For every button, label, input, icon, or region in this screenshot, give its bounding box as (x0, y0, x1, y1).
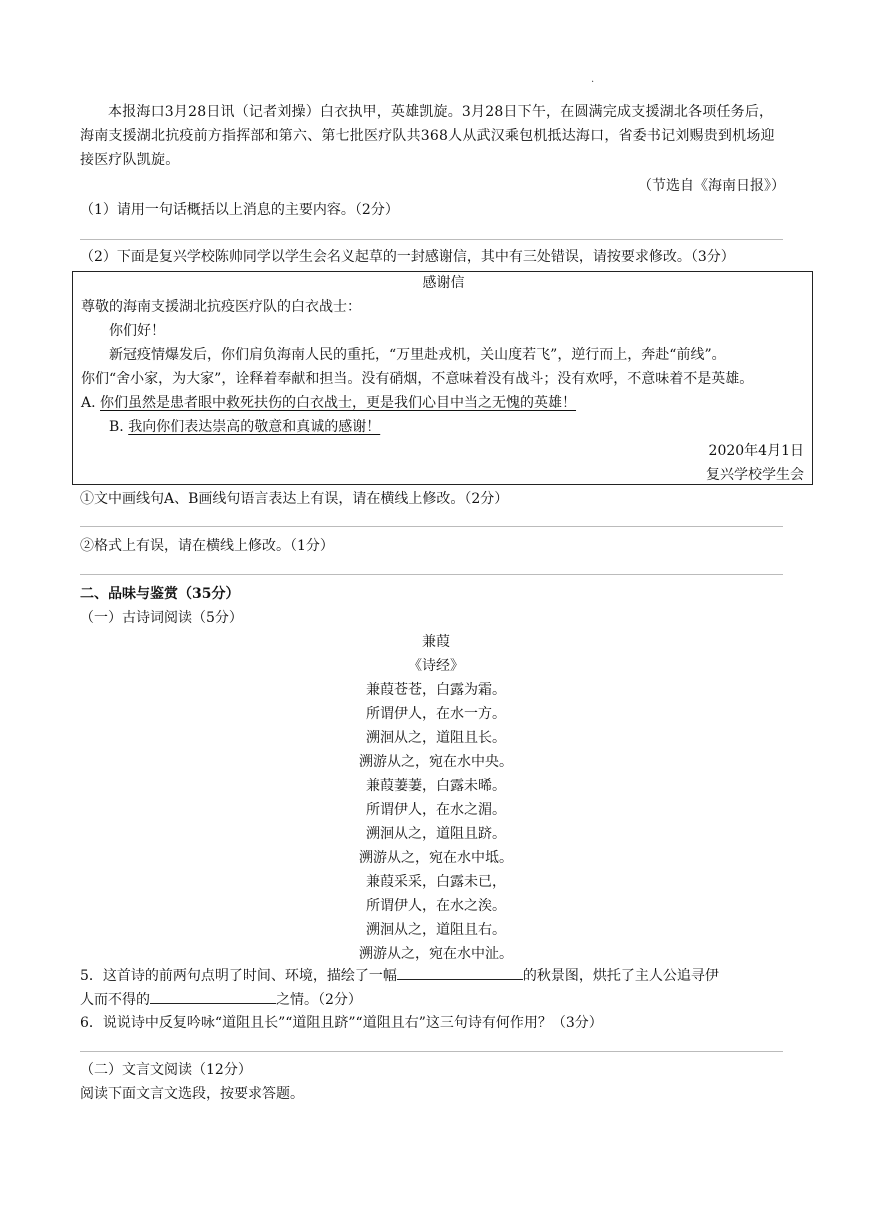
poem-line: 兼葭苍苍，白露为霜。 (366, 682, 506, 698)
news-excerpt (80, 100, 785, 172)
poem-line: 所谓伊人，在水之涘。 (366, 898, 506, 914)
letter-date: 2020年4月1日 (708, 443, 804, 459)
sentence-a-label: A. (81, 395, 96, 411)
question-5-text-b: 的秋景图，烘托了主人公追寻伊 (522, 968, 719, 984)
question-5-line-1 (80, 963, 719, 988)
question-2: （2）下面是复兴学校陈帅同学以学生会名义起草的一封感谢信，其中有三处错误，请按要求修改。（3分） (80, 249, 735, 265)
poem-line: 溯洄从之，道阻且长。 (366, 730, 506, 746)
letter-title: 感谢信 (422, 275, 465, 291)
poem-source: 《诗经》 (408, 658, 464, 674)
question-5-text-c: 人而不得的 (80, 992, 150, 1008)
news-source: （节选自《海南日报》） (638, 178, 785, 194)
fill-blank-1[interactable] (397, 963, 523, 980)
question-5-text-d: 之情。（2分） (276, 992, 362, 1008)
page-dot: . (591, 74, 595, 85)
letter-signer: 复兴学校学生会 (706, 467, 804, 483)
poem-line: 溯游从之，宛在水中沚。 (359, 946, 513, 962)
answer-line-4[interactable] (80, 1051, 783, 1052)
sentence-b-label: B. (109, 419, 124, 435)
letter-body-line-1: 新冠疫情爆发后，你们肩负海南人民的重托，“万里赴戎机，关山度若飞”，逆行而上，奔赴“前线”。 (109, 347, 726, 363)
thank-you-letter (72, 271, 813, 485)
question-5-line-2 (80, 987, 362, 1012)
sentence-b-text: 我向你们表达崇高的敬意和真诚的感谢！ (128, 419, 381, 435)
poem-line: 溯游从之，宛在水中央。 (359, 754, 513, 770)
sentence-b (109, 415, 380, 439)
section-heading: 二、品味与鉴赏（35分） (80, 586, 240, 602)
part-heading-poetry: （一）古诗词阅读（5分） (80, 610, 243, 626)
poem-line: 溯游从之，宛在水中坻。 (359, 850, 513, 866)
fill-blank-2[interactable] (150, 987, 276, 1004)
letter-greeting: 你们好！ (109, 323, 165, 339)
poem-line: 溯洄从之，道阻且右。 (366, 922, 506, 938)
sentence-a-text: 你们虽然是患者眼中救死扶伤的白衣战士，更是我们心目中当之无愧的英雄！ (100, 395, 577, 411)
poem-line: 所谓伊人，在水之湄。 (366, 802, 506, 818)
sub-question-2: ②格式上有误，请在横线上修改。（1分） (80, 538, 334, 554)
answer-line-2[interactable] (80, 526, 783, 527)
poem-title: 兼葭 (422, 634, 450, 650)
poem-line: 所谓伊人，在水一方。 (366, 706, 506, 722)
letter-body-line-2: 你们“舍小家，为大家”，诠释着奉献和担当。没有硝烟，不意味着没有战斗；没有欢呼，不意味着不是英雄。 (81, 371, 754, 387)
instruction-text: 阅读下面文言文选段，按要求答题。 (80, 1086, 304, 1102)
poem (300, 630, 572, 966)
answer-line-1[interactable] (80, 239, 783, 240)
poem-line: 兼葭采采，白露未已， (366, 874, 506, 890)
news-paragraph: 本报海口3月28日讯（记者刘操）白衣执甲，英雄凯旋。3月28日下午，在圆满完成支援湖北各项任务后，海南支援湖北抗疫前方指挥部和第六、第七批医疗队共368人从武汉乘包机抵达海口，省委书记刘赐贵到机场迎接医疗队凯旋。 (80, 104, 775, 168)
letter-salutation: 尊敬的海南支援湖北抗疫医疗队的白衣战士： (81, 299, 361, 315)
question-5-text-a: 5．这首诗的前两句点明了时间、环境，描绘了一幅 (80, 968, 397, 984)
question-1: （1）请用一句话概括以上消息的主要内容。（2分） (80, 202, 399, 218)
sub-question-1: ①文中画线句A、B画线句语言表达上有误，请在横线上修改。（2分） (80, 491, 509, 507)
poem-line: 溯洄从之，道阻且跻。 (366, 826, 506, 842)
part-heading-classical: （二）文言文阅读（12分） (80, 1062, 252, 1078)
sentence-a (81, 391, 576, 415)
question-6: 6．说说诗中反复吟咏“道阻且长”“道阻且跻”“道阻且右”这三句诗有何作用？（3分） (80, 1015, 603, 1031)
answer-line-3[interactable] (80, 574, 783, 575)
poem-line: 兼葭萋萋，白露未晞。 (366, 778, 506, 794)
